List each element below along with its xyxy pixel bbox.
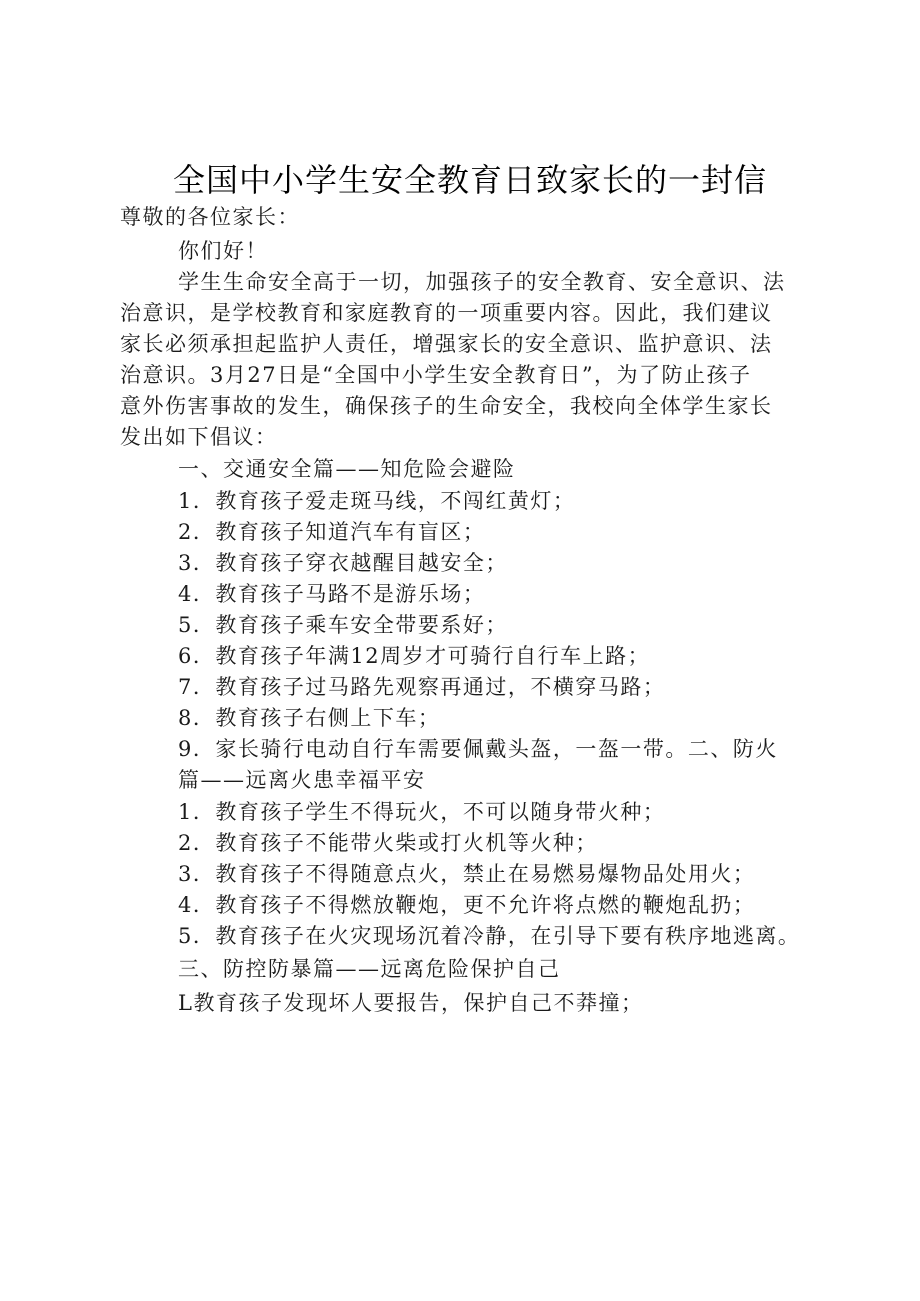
section-heading-fire: 篇——远离火患幸福平安 xyxy=(178,768,426,792)
greeting: 你们好！ xyxy=(178,239,268,263)
list-item: 9．家长骑行电动自行车需要佩戴头盔，一盔一带。二、防火 xyxy=(178,737,778,761)
list-item: 2．教育孩子知道汽车有盲区； xyxy=(178,520,486,544)
list-item: 5．教育孩子乘车安全带要系好； xyxy=(178,613,508,637)
list-item: 3．教育孩子不得随意点火，禁止在易燃易爆物品处用火； xyxy=(178,862,756,886)
intro-line: 意外伤害事故的发生，确保孩子的生命安全，我校向全体学生家长 xyxy=(120,394,773,418)
list-item: 4．教育孩子马路不是游乐场； xyxy=(178,582,486,606)
intro-line: 发出如下倡议： xyxy=(120,425,278,449)
list-item: 7．教育孩子过马路先观察再通过，不横穿马路； xyxy=(178,675,666,699)
list-item: 8．教育孩子右侧上下车； xyxy=(178,706,441,730)
list-item: 5．教育孩子在火灾现场沉着冷静，在引导下要有秩序地逃离。 xyxy=(178,924,801,948)
intro-line: 家长必须承担起监护人责任，增强家长的安全意识、监护意识、法 xyxy=(120,332,773,356)
list-item: 1．教育孩子学生不得玩火，不可以随身带火种； xyxy=(178,800,666,824)
intro-line: 治意识。3月27日是“全国中小学生安全教育日”，为了防止孩子 xyxy=(120,363,752,387)
page-title: 全国中小学生安全教育日致家长的一封信 xyxy=(172,161,767,199)
section-heading-traffic: 一、交通安全篇——知危险会避险 xyxy=(178,457,516,481)
salutation: 尊敬的各位家长： xyxy=(120,205,300,229)
intro-line: 治意识，是学校教育和家庭教育的一项重要内容。因此，我们建议 xyxy=(120,301,773,325)
intro-line: 学生生命安全高于一切，加强孩子的安全教育、安全意识、法 xyxy=(178,270,786,294)
list-item: 1．教育孩子爱走斑马线，不闯红黄灯； xyxy=(178,489,576,513)
list-item: 2．教育孩子不能带火柴或打火机等火种； xyxy=(178,831,598,855)
list-item: 6．教育孩子年满12周岁才可骑行自行车上路； xyxy=(178,644,651,668)
list-item: 4．教育孩子不得燃放鞭炮，更不允许将点燃的鞭炮乱扔； xyxy=(178,893,756,917)
section-heading-safety: 三、防控防暴篇——远离危险保护自己 xyxy=(178,957,561,981)
list-item: 3．教育孩子穿衣越醒目越安全； xyxy=(178,551,508,575)
list-item: L教育孩子发现坏人要报告，保护自己不莽撞； xyxy=(178,991,644,1015)
